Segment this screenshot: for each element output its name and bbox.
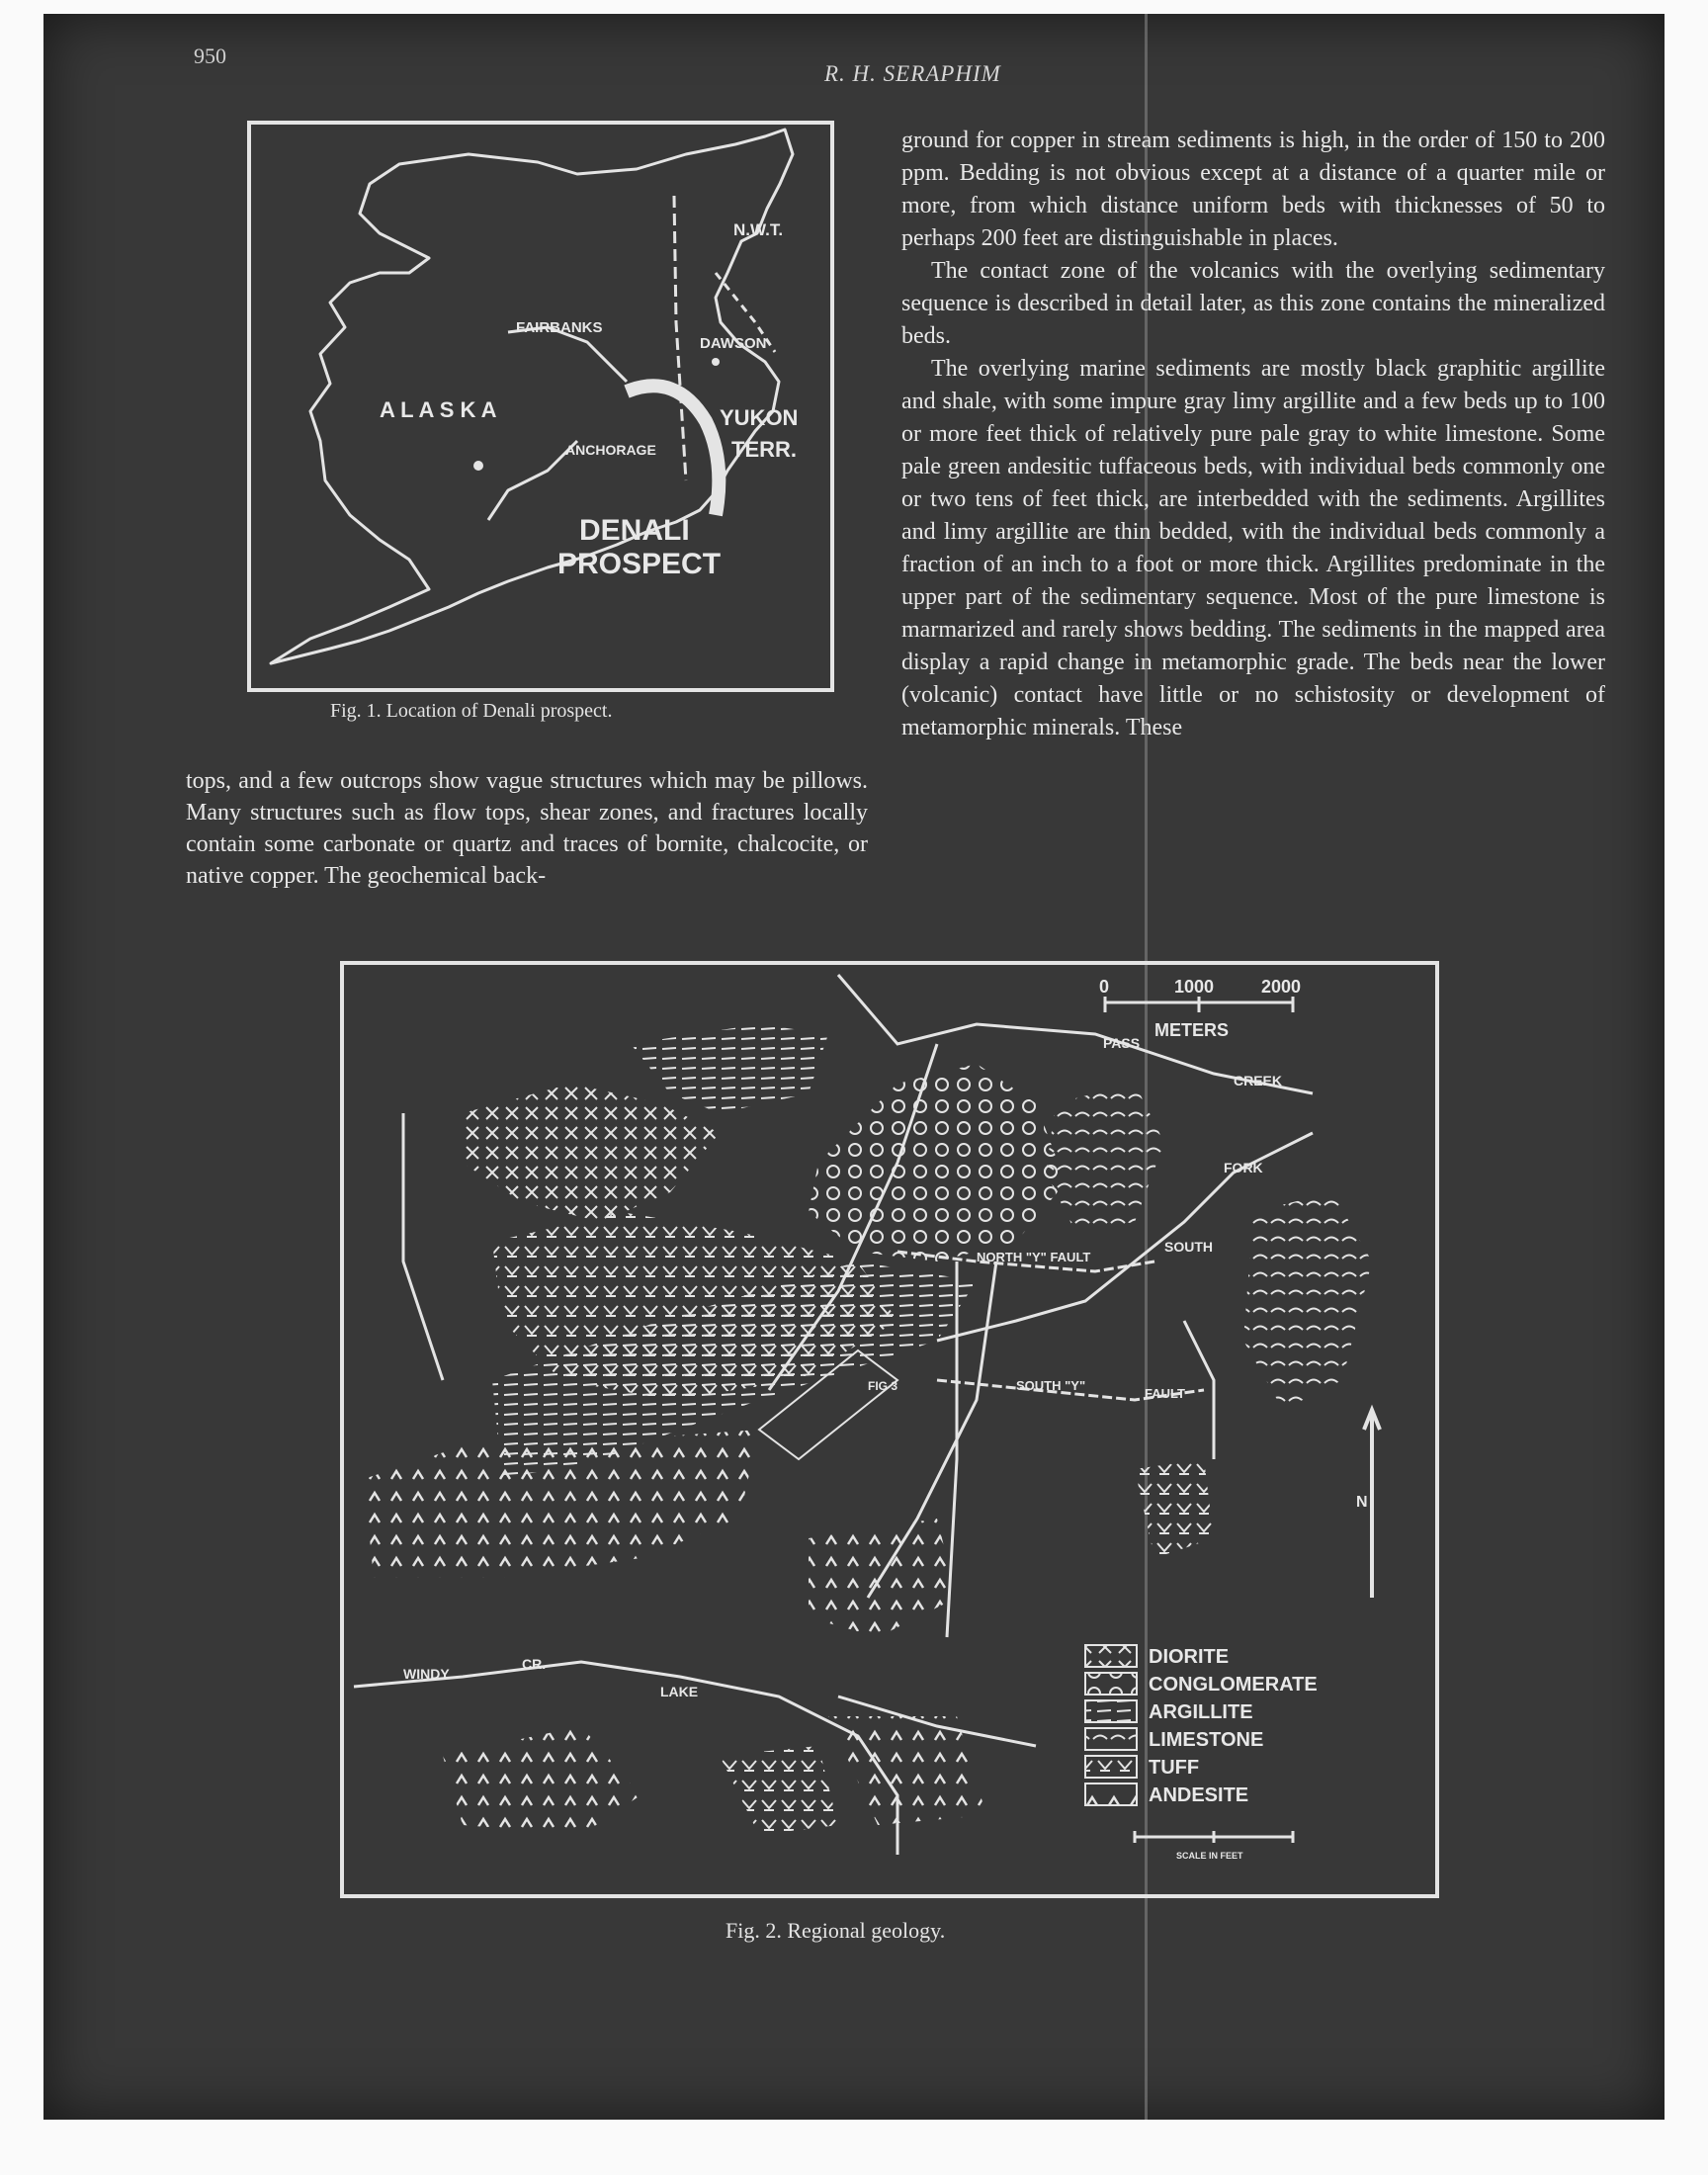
label-fig3: FIG 3 — [868, 1379, 898, 1393]
unit-andesite-bottom — [443, 1726, 640, 1835]
scale-tick-1000: 1000 — [1174, 977, 1215, 997]
unit-diorite-north — [463, 1084, 720, 1222]
legend-limestone: LIMESTONE — [1149, 1729, 1264, 1751]
legend-conglomerate: CONGLOMERATE — [1149, 1674, 1318, 1696]
unit-andesite-west — [364, 1430, 759, 1578]
label-lake: LAKE — [660, 1684, 699, 1699]
label-pass: PASS — [1103, 1035, 1141, 1051]
figure1-caption: Fig. 1. Location of Denali prospect. — [330, 700, 613, 722]
legend-andesite: ANDESITE — [1149, 1784, 1249, 1806]
unit-conglomerate — [809, 1064, 1066, 1262]
page-number: 950 — [194, 44, 226, 68]
label-yukon: YUKON — [720, 405, 799, 430]
legend-swatch-andesite — [1085, 1784, 1137, 1805]
legend-swatch-argillite — [1085, 1700, 1137, 1722]
label-nwt: N.W.T. — [733, 220, 784, 239]
legend-swatch-tuff — [1085, 1756, 1137, 1778]
label-cr: CR. — [522, 1656, 547, 1672]
label-south-y: SOUTH "Y" — [1016, 1378, 1086, 1393]
alaska-coastline — [271, 130, 793, 663]
location-map — [247, 121, 834, 692]
legend-tuff: TUFF — [1149, 1757, 1200, 1779]
label-prospect: PROSPECT — [557, 548, 722, 580]
legend — [1085, 1645, 1318, 1806]
tributary-west — [403, 1113, 443, 1380]
right-paragraph-3: The overlying marine sediments are mostly black graphitic argillite and shale, with some impure gray limy argillite and a few beds up to 100 or more feet thick of relatively pure pale gray to white limestone. Some pale green andesitic tuffaceous beds, with individual beds commonly one or two tens of feet thick, are interbedded with the sediments. Argillites and limy argillite are thin bedded, with the individual beds commonly a fraction of an inch to a foot or more thick. Argillites predominate in the upper part of the sedimentary sequence. Most of the pure limestone is marmarized and rarely shows bedding. The sediments in the mapped area display a rapid change in metamorphic grade. The beds near the lower (volcanic) contact have little or no schistosity or development of metamorphic minerals. These — [901, 356, 1605, 740]
legend-swatch-conglomerate — [1085, 1673, 1137, 1695]
north-arrow-label: N — [1356, 1494, 1368, 1511]
label-anchorage: ANCHORAGE — [565, 442, 656, 458]
legend-swatch-limestone — [1085, 1728, 1137, 1750]
canada-border — [674, 196, 686, 480]
scanned-page — [43, 14, 1665, 2120]
unit-andesite-south — [809, 1519, 957, 1637]
right-column — [901, 125, 1605, 744]
label-dawson: DAWSON — [700, 335, 767, 352]
label-creek: CREEK — [1234, 1073, 1283, 1088]
feet-scale-label: SCALE IN FEET — [1176, 1851, 1243, 1861]
right-paragraph-1: ground for copper in stream sediments is high, in the order of 150 to 200 ppm. Bedding is not obvious except at a distance of a quarter mile or more, from which distance uniform beds with thicknesses of 50 to perhaps 200 feet are distinguishable in places. — [901, 128, 1605, 251]
label-fairbanks: FAIRBANKS — [516, 319, 603, 336]
running-head: R. H. SERAPHIM — [824, 61, 1001, 86]
north-arrow — [1356, 1410, 1380, 1598]
figure2-caption: Fig. 2. Regional geology. — [726, 1918, 946, 1943]
label-terr: TERR. — [731, 437, 797, 462]
label-fault: FAULT — [1145, 1386, 1185, 1401]
legend-swatch-diorite — [1085, 1645, 1137, 1667]
prospect-dot — [473, 461, 483, 471]
left-column — [186, 765, 868, 892]
unit-limestone-east — [1046, 1084, 1164, 1232]
unit-tuff-southeast — [1135, 1459, 1214, 1558]
dawson-dot — [712, 358, 720, 366]
label-fork: FORK — [1224, 1160, 1263, 1175]
unit-limestone-far-east — [1243, 1192, 1372, 1410]
right-paragraph-2: The contact zone of the volcanics with the overlying sedimentary sequence is described in detail later, as this zone contains the mineralized beds. — [901, 258, 1605, 349]
unit-tuff-bottom — [720, 1746, 838, 1835]
scale-tick-0: 0 — [1099, 977, 1110, 997]
label-south: SOUTH — [1164, 1239, 1213, 1255]
label-denali: DENALI — [579, 514, 690, 547]
scale-bar — [1099, 977, 1301, 1040]
left-paragraph-1: tops, and a few outcrops show vague structures which may be pillows. Many structures such as flow tops, shear zones, and fractures locally contain some carbonate or quartz and traces of bornite, chalcocite, or native copper. The geochemical back- — [186, 768, 868, 889]
regional-geology-map — [340, 961, 1439, 1898]
scale-tick-2000: 2000 — [1261, 977, 1302, 997]
scale-unit: METERS — [1154, 1020, 1230, 1040]
coast-inlet — [488, 441, 577, 520]
unit-argillite-north — [631, 1024, 828, 1113]
legend-argillite: ARGILLITE — [1149, 1701, 1253, 1723]
label-windy: WINDY — [403, 1666, 450, 1682]
legend-diorite: DIORITE — [1149, 1646, 1230, 1668]
label-alaska: A L A S K A — [380, 397, 497, 422]
label-north-y-fault: NORTH "Y" FAULT — [977, 1250, 1091, 1264]
feet-scale — [1135, 1831, 1293, 1861]
